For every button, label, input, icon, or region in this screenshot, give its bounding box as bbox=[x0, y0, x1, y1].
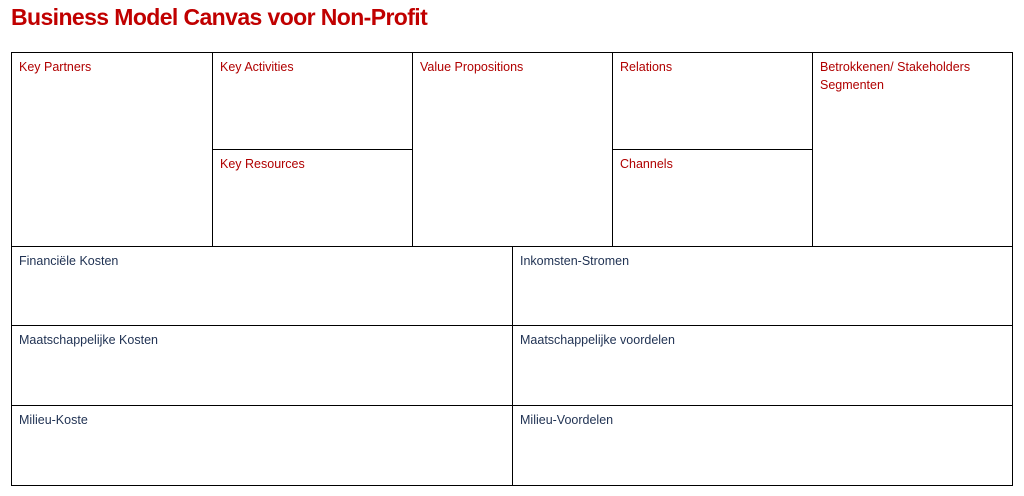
channels-label: Channels bbox=[620, 157, 673, 171]
relations-label: Relations bbox=[620, 60, 673, 74]
financiele-kosten-label: Financiële Kosten bbox=[19, 254, 119, 268]
milieu-voordelen-label: Milieu-Voordelen bbox=[520, 413, 614, 427]
stakeholders-block[interactable] bbox=[812, 52, 1013, 247]
page-title: Business Model Canvas voor Non-Profit bbox=[11, 4, 428, 30]
maatschappelijke-kosten-label: Maatschappelijke Kosten bbox=[19, 333, 158, 347]
financiele-kosten-block[interactable] bbox=[11, 246, 513, 326]
milieu-koste-label: Milieu-Koste bbox=[19, 413, 88, 427]
stakeholders-label: Betrokkenen/ Stakeholders Segmenten bbox=[820, 60, 971, 92]
key-partners-label: Key Partners bbox=[19, 60, 92, 74]
key-resources-label: Key Resources bbox=[220, 157, 305, 171]
maatschappelijke-voordelen-block[interactable] bbox=[512, 325, 1013, 406]
key-resources-block[interactable] bbox=[212, 149, 413, 247]
value-propositions-block[interactable] bbox=[412, 52, 613, 247]
channels-block[interactable] bbox=[612, 149, 813, 247]
key-activities-block[interactable] bbox=[212, 52, 413, 150]
milieu-voordelen-block[interactable] bbox=[512, 405, 1013, 486]
inkomsten-stromen-block[interactable] bbox=[512, 246, 1013, 326]
maatschappelijke-voordelen-label: Maatschappelijke voordelen bbox=[520, 333, 675, 347]
key-activities-label: Key Activities bbox=[220, 60, 294, 74]
value-propositions-label: Value Propositions bbox=[420, 60, 524, 74]
milieu-koste-block[interactable] bbox=[11, 405, 513, 486]
maatschappelijke-kosten-block[interactable] bbox=[11, 325, 513, 406]
inkomsten-stromen-label: Inkomsten-Stromen bbox=[520, 254, 630, 268]
key-partners-block[interactable] bbox=[11, 52, 213, 247]
relations-block[interactable] bbox=[612, 52, 813, 150]
business-model-canvas bbox=[11, 52, 1013, 486]
